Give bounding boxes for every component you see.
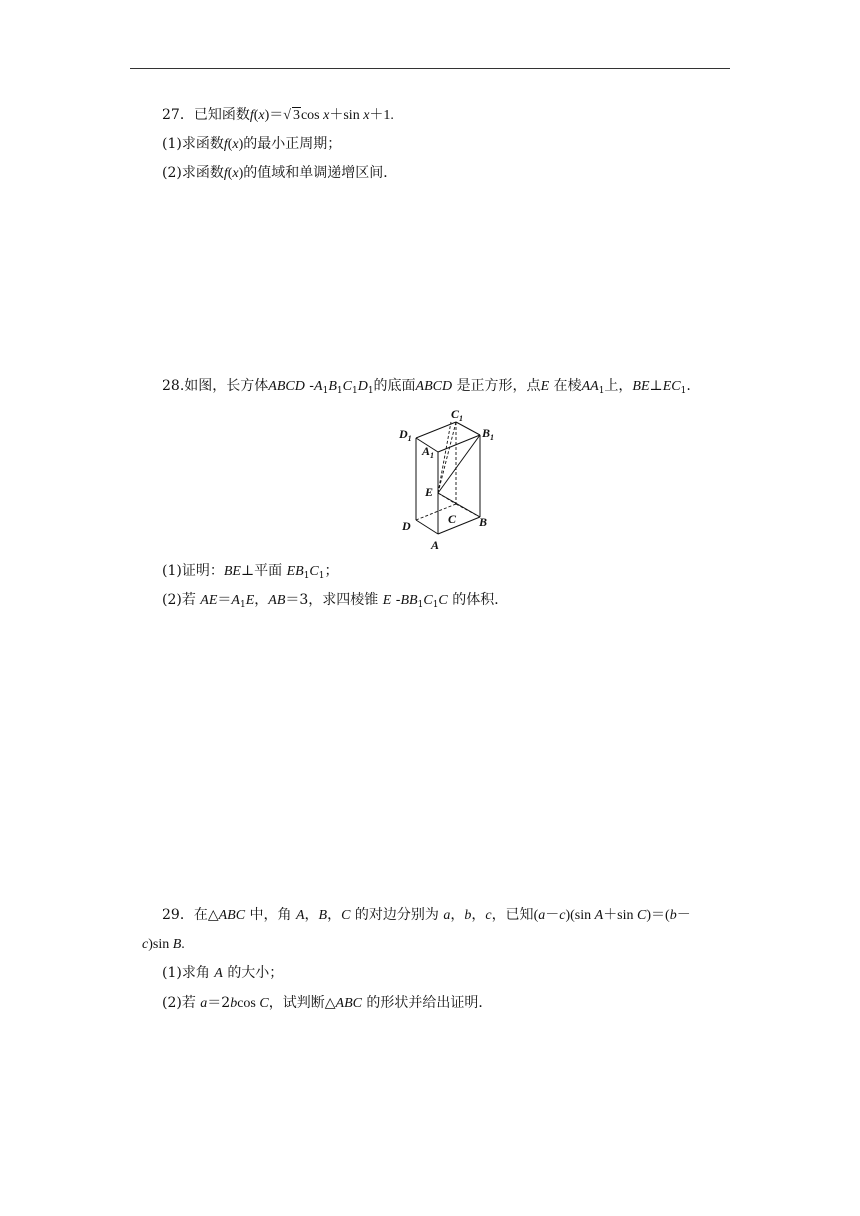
label-E: E xyxy=(425,485,434,499)
label-A1: $A_1$ xyxy=(422,444,435,460)
q28-part1: (1)证明：BE⊥平面 $EB_1C_1$； xyxy=(162,563,339,581)
label-B1: $B_1$ xyxy=(482,426,495,442)
q27-part2: (2)求函数f(x)的值域和单调递增区间． xyxy=(162,165,398,181)
q29-part1: (1)求角 A 的大小； xyxy=(162,965,284,981)
q29-part2: (2)若 a＝2bcos C，试判断△ABC 的形状并给出证明． xyxy=(162,995,493,1011)
cuboid-figure xyxy=(388,400,498,555)
label-C: C xyxy=(448,512,457,526)
label-C1: $C_1$ xyxy=(451,407,464,423)
q29-statement-line2: c)sin B. xyxy=(142,937,185,952)
label-D1: $D_1$ xyxy=(399,427,412,443)
label-D: D xyxy=(402,519,411,533)
q27-statement: 27．已知函数f(x)＝√ 3cos x＋sin x＋1. xyxy=(162,107,394,123)
label-A: A xyxy=(431,538,440,552)
q27-part1: (1)求函数f(x)的最小正周期； xyxy=(162,136,342,152)
header-rule xyxy=(130,68,730,69)
q29-statement-line1: 29．在△ABC 中，角 A，B，C 的对边分别为 a，b，c，已知(a－c)(sin A＋sin C)＝(b－ xyxy=(162,907,691,923)
q28-statement: 28.如图，长方体ABCD $-A_1B_1C_1D_1$的底面ABCD 是正方形，点E 在棱$AA_1$上，$BE\perp EC_1$. xyxy=(162,378,691,396)
q28-part2: (2)若 $AE=A_1E$，AB＝3，求四棱锥 E $-BB_1C_1C$ 的体积． xyxy=(162,592,509,610)
label-B: B xyxy=(479,515,488,529)
